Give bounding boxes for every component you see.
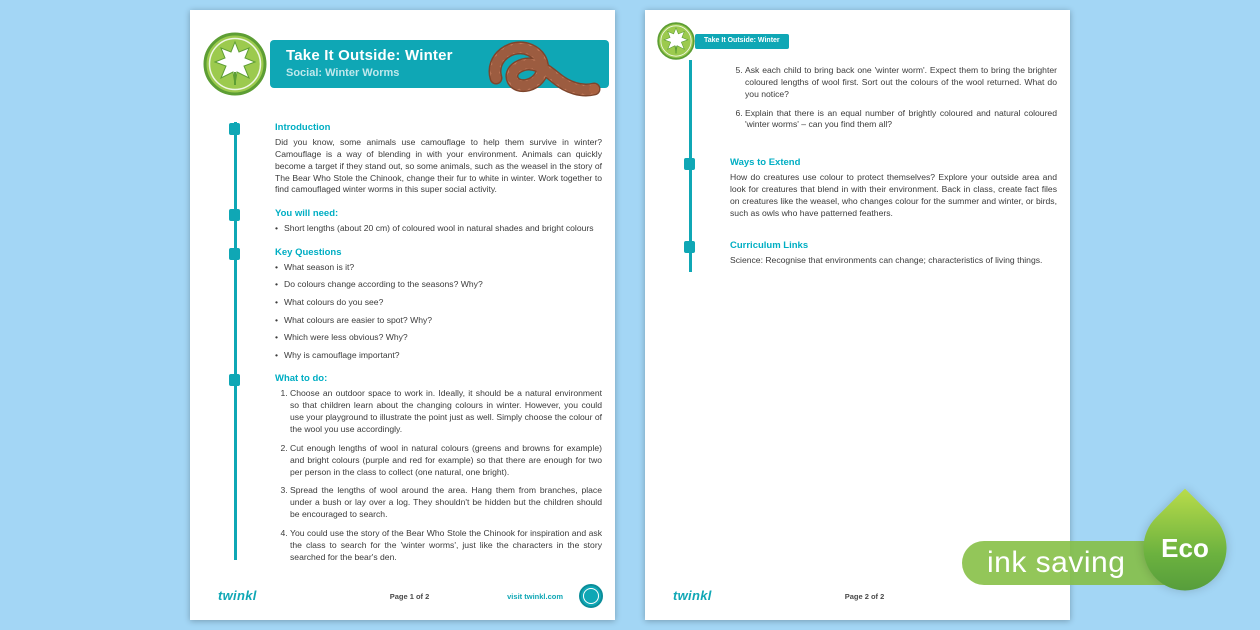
page-1 xyxy=(190,10,615,620)
step-item: 6. Explain that there is an equal number of brightly coloured and natural coloured 'winter worms' – can you find them all? xyxy=(745,108,1057,132)
twinkl-logo: twinkl xyxy=(218,588,257,603)
twinkl-leaf-logo-icon xyxy=(657,22,695,60)
page-number: Page 1 of 2 xyxy=(389,592,430,601)
what-to-do-list xyxy=(275,388,602,563)
what-to-do-list-continued xyxy=(730,65,1057,131)
key-questions-list xyxy=(275,262,602,362)
twinkl-leaf-logo-icon xyxy=(203,32,267,96)
section-marker-icon xyxy=(229,123,240,135)
you-will-need-list xyxy=(275,223,602,235)
section-heading: Curriculum Links xyxy=(730,239,809,251)
section-heading: Key Questions xyxy=(275,246,342,258)
worm-illustration-icon xyxy=(480,32,605,117)
banner-title: Take It Outside: Winter xyxy=(286,47,453,64)
section-heading: Ways to Extend xyxy=(730,157,801,169)
list-item: • Do colours change according to the seasons? Why? xyxy=(275,279,602,291)
section-ways-to-extend xyxy=(730,157,1057,219)
section-you-will-need xyxy=(275,208,602,235)
banner-subtitle: Social: Winter Worms xyxy=(286,67,400,79)
step-item: 5. Ask each child to bring back one 'winter worm'. Expect them to bring the brighter coloured lengths of wool first. Sort out the colours of the wool returned. What do you notice? xyxy=(745,65,1057,101)
page-1-footer xyxy=(214,582,605,608)
eco-badge-label: Eco xyxy=(1161,532,1209,563)
list-item: • Why is camouflage important? xyxy=(275,350,602,362)
curriculum-links-text: Science: Recognise that environments can change; characteristics of living things. xyxy=(730,254,1043,265)
step-item: 2. Cut enough lengths of wool in natural colours (greens and browns for example) and bright colours (purple and red for example) so that there are enough for two per person in the class to collect (one natural, one bright). xyxy=(290,443,602,479)
section-key-questions xyxy=(275,247,602,362)
page-1-content xyxy=(275,122,602,571)
page-2-content xyxy=(730,65,1057,267)
step-item: 1. Choose an outdoor space to work in. Ideally, it should be a natural environment so that children learn about the changing colours in winter. However, you could use your playground to illustrate the point just as well. Simply choose the colour of the wool you use accordingly. xyxy=(290,388,602,435)
page-2 xyxy=(645,10,1070,620)
visit-twinkl-link[interactable]: visit twinkl.com xyxy=(507,592,563,601)
section-what-to-do xyxy=(275,373,602,563)
list-item: • What colours do you see? xyxy=(275,297,602,309)
page-number: Page 2 of 2 xyxy=(844,592,885,601)
list-item: • Short lengths (about 20 cm) of coloured wool in natural shades and bright colours xyxy=(275,223,602,235)
page-2-footer xyxy=(669,582,1060,608)
section-marker-icon xyxy=(229,374,240,386)
section-rule-line xyxy=(234,122,237,560)
section-heading: What to do: xyxy=(275,373,328,385)
section-marker-icon xyxy=(684,241,695,253)
step-item: 3. Spread the lengths of wool around the area. Hang them from branches, place under a bush or lay over a log. They shouldn't be hidden but the children should be encouraged to search. xyxy=(290,485,602,521)
section-marker-icon xyxy=(684,158,695,170)
ways-to-extend-text: How do creatures use colour to protect themselves? Explore your outside area and look for creatures that blend in with their environment. Back in class, create fact files on creatures like the weasel, who changes colour for the summer and winter, or birds, such as owls who have patterned feathers. xyxy=(730,172,1057,218)
step-item: 4. You could use the story of the Bear Who Stole the Chinook for inspiration and ask the class to search for the 'winter worms', just like the characters in the story searched for the bear's den. xyxy=(290,528,602,564)
section-introduction xyxy=(275,122,602,196)
list-item: • What colours are easier to spot? Why? xyxy=(275,315,602,327)
section-marker-icon xyxy=(229,209,240,221)
page-banner: Take It Outside: Winter xyxy=(695,34,789,49)
list-item: • What season is it? xyxy=(275,262,602,274)
section-heading: Introduction xyxy=(275,122,331,133)
introduction-text: Did you know, some animals use camouflage to help them survive in winter? Camouflage is a way of blending in with your environment. Animals can quickly become a target if they stand out, so some animals, such as the weasel in the story of The Bear Who Stole the Chinook, change their fur to white in winter. Work together to find camouflaged winter worms in this super social activity. xyxy=(275,137,602,195)
twinkl-logo: twinkl xyxy=(673,588,712,603)
section-heading: You will need: xyxy=(275,208,339,220)
ink-saving-label: ink saving xyxy=(987,546,1126,579)
section-curriculum-links xyxy=(730,240,1057,267)
section-marker-icon xyxy=(229,248,240,260)
twinkl-quality-badge-icon xyxy=(579,584,603,608)
eco-leaf-badge-icon xyxy=(1126,489,1245,608)
list-item: • Which were less obvious? Why? xyxy=(275,332,602,344)
